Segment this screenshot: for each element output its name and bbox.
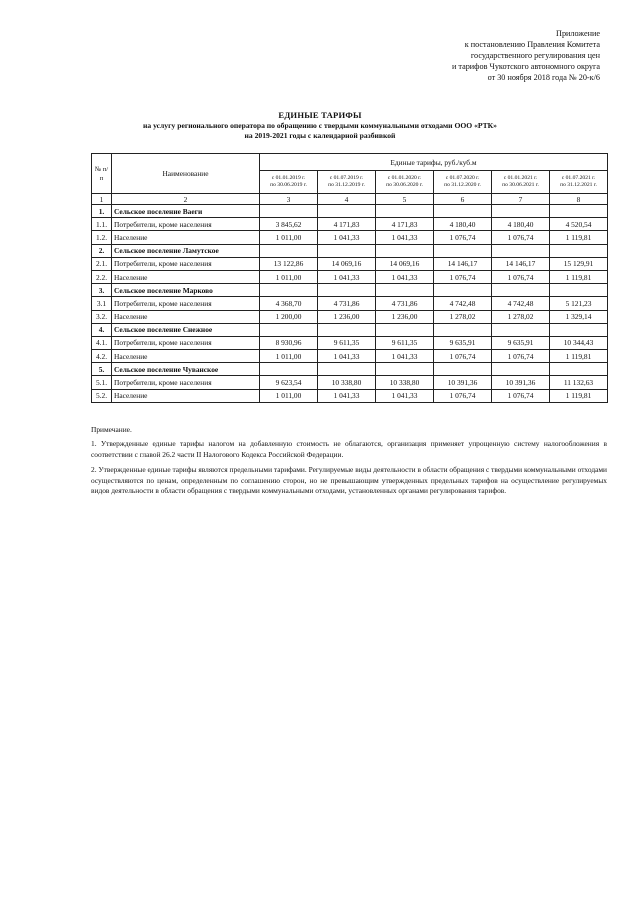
- empty-cell: [492, 244, 550, 257]
- header-period: с 01.01.2019 г. по 30.06.2019 г.: [260, 171, 318, 194]
- row-name: Потребители, кроме населения: [112, 297, 260, 310]
- empty-cell: [492, 363, 550, 376]
- tariff-value: 1 041,33: [318, 270, 376, 283]
- tariff-value: 1 011,00: [260, 231, 318, 244]
- table-row: [92, 336, 608, 349]
- header-name: Наименование: [112, 154, 260, 194]
- column-number: 8: [550, 194, 608, 205]
- tariff-value: 4 180,40: [434, 218, 492, 231]
- group-row: [92, 244, 608, 257]
- tariff-value: 9 623,54: [260, 376, 318, 389]
- tariff-value: 4 180,40: [492, 218, 550, 231]
- tariff-value: 10 391,36: [492, 376, 550, 389]
- appendix-line: государственного регулирования цен: [470, 51, 600, 60]
- tariff-value: 1 119,81: [550, 231, 608, 244]
- tariff-value: 10 338,80: [318, 376, 376, 389]
- row-name: Потребители, кроме населения: [112, 218, 260, 231]
- table-row: [92, 389, 608, 402]
- empty-cell: [492, 205, 550, 218]
- tariff-value: 1 329,14: [550, 310, 608, 323]
- column-number: 6: [434, 194, 492, 205]
- empty-cell: [376, 284, 434, 297]
- tariff-value: 1 011,00: [260, 389, 318, 402]
- empty-cell: [376, 323, 434, 336]
- tariff-value: 1 076,74: [492, 350, 550, 363]
- tariff-value: 14 069,16: [318, 257, 376, 270]
- tariff-value: 1 011,00: [260, 350, 318, 363]
- row-index: 3.1: [92, 297, 112, 310]
- tariff-value: 1 041,33: [376, 231, 434, 244]
- tariff-value: 5 121,23: [550, 297, 608, 310]
- tariff-value: 1 076,74: [434, 231, 492, 244]
- empty-cell: [376, 363, 434, 376]
- tariff-value: 4 731,86: [318, 297, 376, 310]
- note-item: 2. Утвержденные единые тарифы являются предельными тарифами. Регулируемые виды деятельности в области обращения с твердыми коммунальными отходами осуществляются по ценам, определенным по соглашению сторон, но не превышающим утвержденных предельных тарифов на осуществление регулируемых видов деятельности в области обращения с твердыми коммунальными отходами, установленных органами регулирования тарифов.: [91, 465, 607, 496]
- empty-cell: [376, 205, 434, 218]
- row-index: 2.1.: [92, 257, 112, 270]
- table-row: [92, 270, 608, 283]
- empty-cell: [434, 284, 492, 297]
- empty-cell: [260, 323, 318, 336]
- notes-section: [91, 425, 607, 501]
- row-index: 5.1.: [92, 376, 112, 389]
- header-period: с 01.01.2021 г. по 30.06.2021 г.: [492, 171, 550, 194]
- column-number: 4: [318, 194, 376, 205]
- column-number: 7: [492, 194, 550, 205]
- empty-cell: [318, 323, 376, 336]
- tariffs-table: [91, 153, 608, 403]
- row-name: Потребители, кроме населения: [112, 257, 260, 270]
- title-line-3: на 2019-2021 годы с календарной разбивкой: [244, 131, 396, 140]
- tariff-value: 4 520,54: [550, 218, 608, 231]
- group-row: [92, 205, 608, 218]
- tariff-value: 4 171,83: [376, 218, 434, 231]
- table-row: [92, 297, 608, 310]
- document-title: [0, 110, 640, 141]
- header-num: № п/п: [92, 154, 112, 194]
- empty-cell: [550, 205, 608, 218]
- table-row: [92, 350, 608, 363]
- notes-label: Примечание.: [91, 425, 132, 434]
- tariff-value: 4 368,70: [260, 297, 318, 310]
- tariff-value: 1 119,81: [550, 350, 608, 363]
- empty-cell: [318, 244, 376, 257]
- empty-cell: [550, 284, 608, 297]
- tariff-value: 10 338,80: [376, 376, 434, 389]
- tariff-value: 11 132,63: [550, 376, 608, 389]
- tariff-value: 1 119,81: [550, 270, 608, 283]
- tariff-value: 1 076,74: [434, 389, 492, 402]
- tariff-value: 1 236,00: [318, 310, 376, 323]
- row-index: 1.2.: [92, 231, 112, 244]
- empty-cell: [492, 323, 550, 336]
- tariff-value: 1 041,33: [376, 350, 434, 363]
- empty-cell: [260, 363, 318, 376]
- tariff-value: 1 119,81: [550, 389, 608, 402]
- table-row: [92, 310, 608, 323]
- empty-cell: [550, 363, 608, 376]
- group-name: Сельское поселение Ламутское: [112, 244, 260, 257]
- empty-cell: [318, 284, 376, 297]
- tariff-value: 4 742,48: [492, 297, 550, 310]
- header-tariffs: Единые тарифы, руб./куб.м: [260, 154, 608, 171]
- table-body: [92, 205, 608, 403]
- column-numbers-row: [92, 194, 608, 205]
- column-number: 1: [92, 194, 112, 205]
- tariff-value: 1 278,02: [434, 310, 492, 323]
- tariff-value: 14 146,17: [492, 257, 550, 270]
- empty-cell: [318, 205, 376, 218]
- header-period: с 01.01.2020 г. по 30.06.2020 г.: [376, 171, 434, 194]
- tariff-value: 10 344,43: [550, 336, 608, 349]
- row-name: Потребители, кроме населения: [112, 336, 260, 349]
- tariff-value: 1 041,33: [318, 350, 376, 363]
- group-name: Сельское поселение Ваеги: [112, 205, 260, 218]
- group-index: 5.: [92, 363, 112, 376]
- table-row: [92, 376, 608, 389]
- appendix-line: и тарифов Чукотского автономного округа: [451, 62, 600, 71]
- tariff-value: 1 236,00: [376, 310, 434, 323]
- tariff-value: 1 076,74: [434, 350, 492, 363]
- group-row: [92, 284, 608, 297]
- appendix-line: от 30 ноября 2018 года № 20-к/6: [487, 73, 600, 82]
- tariff-value: 8 930,96: [260, 336, 318, 349]
- tariff-value: 9 611,35: [318, 336, 376, 349]
- row-name: Население: [112, 270, 260, 283]
- group-index: 3.: [92, 284, 112, 297]
- tariff-value: 10 391,36: [434, 376, 492, 389]
- group-index: 2.: [92, 244, 112, 257]
- tariff-value: 9 635,91: [434, 336, 492, 349]
- appendix-line: к постановлению Правления Комитета: [464, 40, 600, 49]
- empty-cell: [260, 205, 318, 218]
- tariff-value: 1 011,00: [260, 270, 318, 283]
- empty-cell: [434, 323, 492, 336]
- table-row: [92, 218, 608, 231]
- note-item: 1. Утвержденные единые тарифы налогом на добавленную стоимость не облагаются, организация применяет упрощенную систему налогообложения в соответствии с главой 26.2 части II Налогового Кодекса Российской Федерации.: [91, 439, 607, 459]
- tariff-value: 1 076,74: [492, 231, 550, 244]
- tariff-value: 1 200,00: [260, 310, 318, 323]
- title-main: ЕДИНЫЕ ТАРИФЫ: [278, 110, 362, 120]
- tariff-value: 14 069,16: [376, 257, 434, 270]
- header-period: с 01.07.2019 г. по 31.12.2019 г.: [318, 171, 376, 194]
- empty-cell: [492, 284, 550, 297]
- tariff-value: 1 041,33: [318, 231, 376, 244]
- tariff-value: 1 076,74: [492, 389, 550, 402]
- tariff-value: 1 041,33: [376, 270, 434, 283]
- tariff-value: 9 611,35: [376, 336, 434, 349]
- header-period: с 01.07.2021 г. по 31.12.2021 г.: [550, 171, 608, 194]
- group-row: [92, 323, 608, 336]
- tariff-value: 4 742,48: [434, 297, 492, 310]
- tariff-value: 1 041,33: [318, 389, 376, 402]
- appendix-line: Приложение: [556, 29, 600, 38]
- appendix-header: [380, 28, 600, 83]
- tariff-value: 15 129,91: [550, 257, 608, 270]
- row-index: 2.2.: [92, 270, 112, 283]
- column-number: 3: [260, 194, 318, 205]
- tariff-value: 4 731,86: [376, 297, 434, 310]
- empty-cell: [260, 244, 318, 257]
- empty-cell: [550, 244, 608, 257]
- title-line-2: на услугу регионального оператора по обращению с твердыми коммунальными отходами ООО «РТК»: [143, 121, 497, 130]
- header-period: с 01.07.2020 г. по 31.12.2020 г.: [434, 171, 492, 194]
- table-row: [92, 257, 608, 270]
- empty-cell: [434, 244, 492, 257]
- group-name: Сельское поселение Марково: [112, 284, 260, 297]
- empty-cell: [318, 363, 376, 376]
- column-number: 2: [112, 194, 260, 205]
- group-index: 4.: [92, 323, 112, 336]
- row-name: Население: [112, 310, 260, 323]
- row-name: Население: [112, 231, 260, 244]
- row-name: Население: [112, 389, 260, 402]
- row-index: 4.1.: [92, 336, 112, 349]
- empty-cell: [550, 323, 608, 336]
- empty-cell: [434, 363, 492, 376]
- table-row: [92, 231, 608, 244]
- group-name: Сельское поселение Чуванское: [112, 363, 260, 376]
- tariff-value: 14 146,17: [434, 257, 492, 270]
- tariff-value: 1 076,74: [434, 270, 492, 283]
- row-index: 5.2.: [92, 389, 112, 402]
- tariff-value: 13 122,86: [260, 257, 318, 270]
- empty-cell: [260, 284, 318, 297]
- empty-cell: [376, 244, 434, 257]
- group-row: [92, 363, 608, 376]
- row-name: Потребители, кроме населения: [112, 376, 260, 389]
- group-name: Сельское поселение Снежное: [112, 323, 260, 336]
- tariff-value: 1 041,33: [376, 389, 434, 402]
- row-index: 3.2.: [92, 310, 112, 323]
- group-index: 1.: [92, 205, 112, 218]
- tariff-value: 1 076,74: [492, 270, 550, 283]
- tariff-value: 4 171,83: [318, 218, 376, 231]
- column-number: 5: [376, 194, 434, 205]
- row-name: Население: [112, 350, 260, 363]
- tariff-value: 9 635,91: [492, 336, 550, 349]
- empty-cell: [434, 205, 492, 218]
- tariff-value: 3 845,62: [260, 218, 318, 231]
- row-index: 4.2.: [92, 350, 112, 363]
- tariff-value: 1 278,02: [492, 310, 550, 323]
- row-index: 1.1.: [92, 218, 112, 231]
